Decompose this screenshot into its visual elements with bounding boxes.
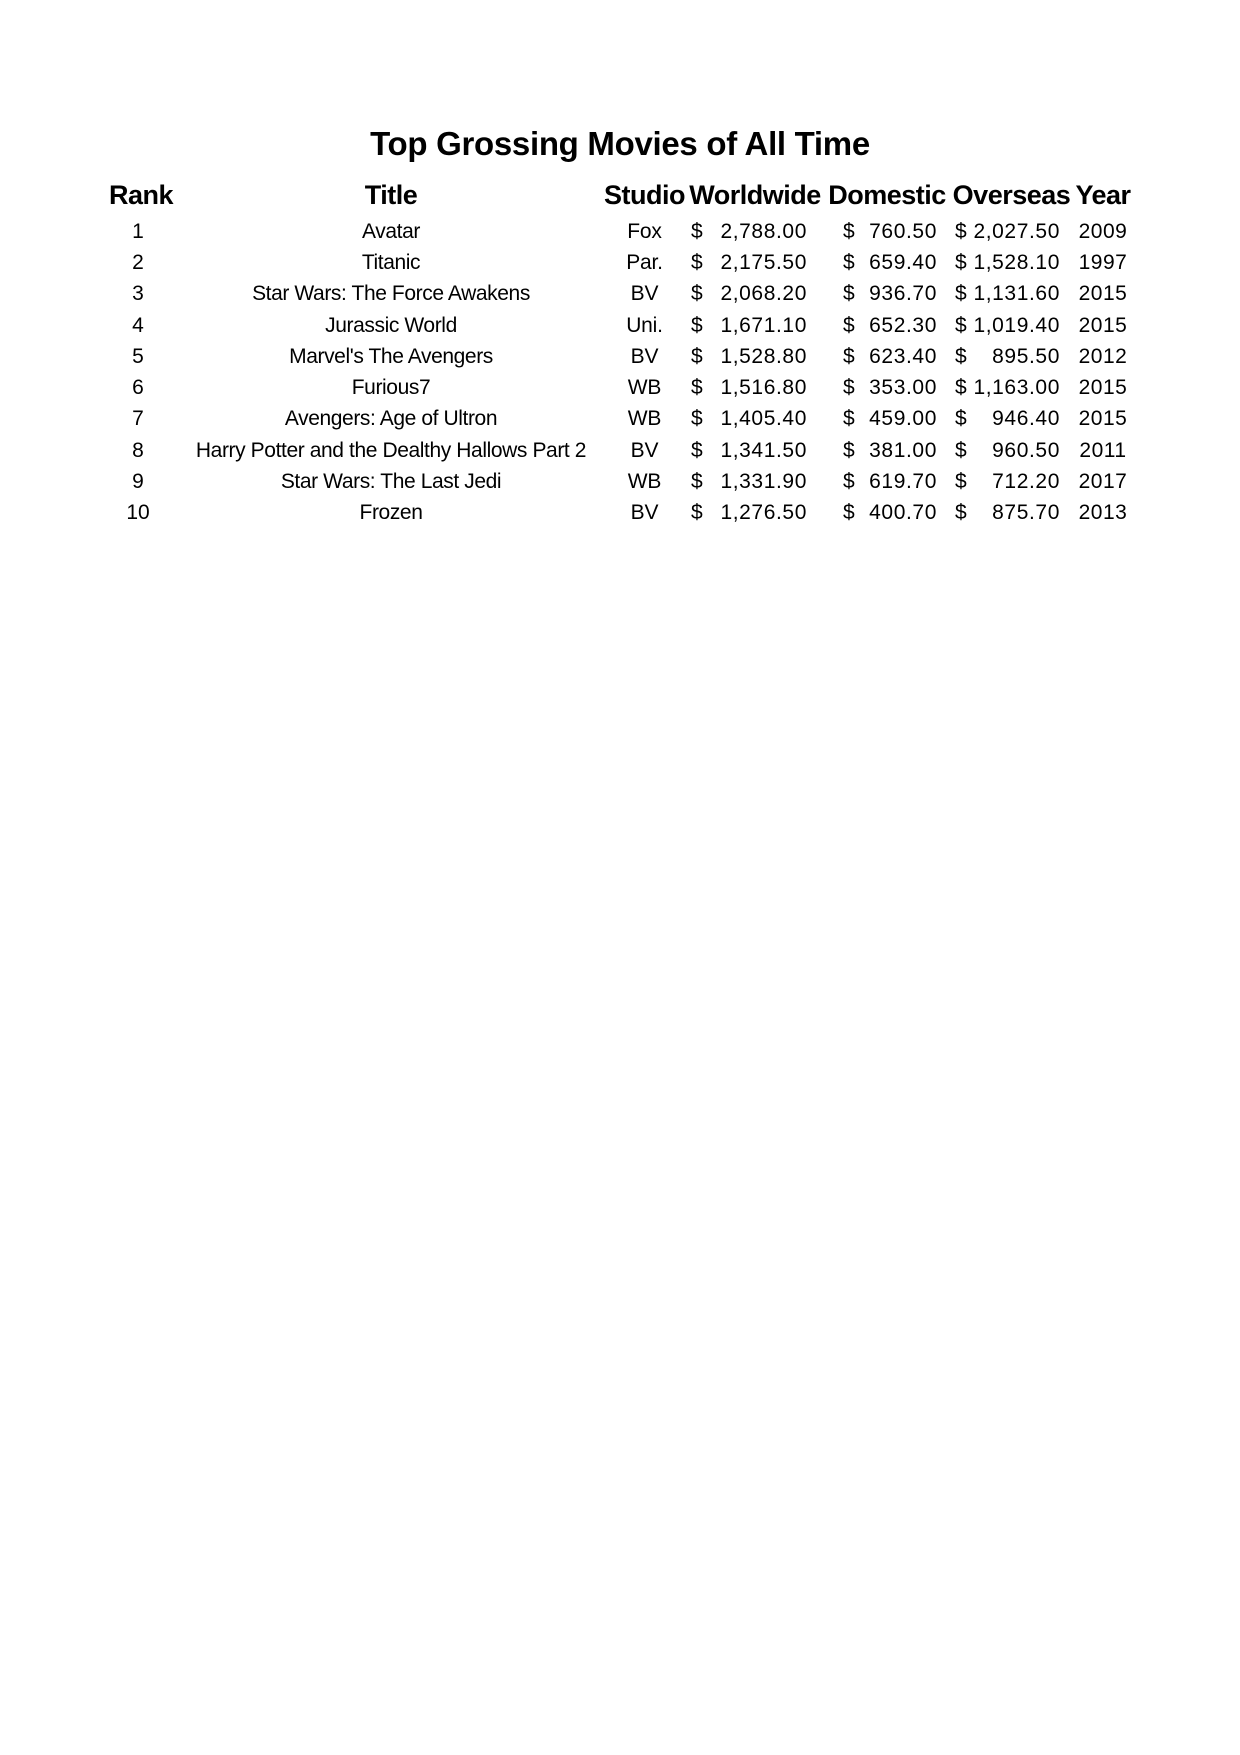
- column-header-title: Title: [364, 179, 418, 210]
- currency-symbol: $: [690, 250, 704, 274]
- cell-overseas: [949, 466, 1074, 497]
- cell-overseas: [949, 498, 1074, 529]
- cell-worldwide-value: [685, 376, 825, 400]
- cell-overseas: [949, 216, 1074, 247]
- cell-overseas-value: [949, 376, 1074, 400]
- cell-title: Furious7: [351, 376, 431, 400]
- cell-domestic-value: [825, 376, 949, 400]
- currency-symbol: $: [954, 282, 968, 306]
- cell-title: Titanic: [361, 250, 421, 274]
- cell-overseas: [949, 247, 1074, 278]
- cell-domestic-amount: 652.30: [869, 313, 937, 337]
- cell-title: Harry Potter and the Dealthy Hallows Part 2: [195, 438, 587, 462]
- currency-symbol: $: [690, 344, 704, 368]
- cell-studio: Par.: [626, 250, 663, 274]
- cell-domestic: [825, 247, 949, 278]
- table-row: [104, 247, 1132, 278]
- cell-worldwide-amount: 2,068.20: [720, 282, 807, 306]
- cell-worldwide-value: [685, 501, 825, 525]
- column-header-rank: Rank: [108, 179, 174, 210]
- cell-domestic-value: [825, 439, 949, 463]
- column-header-overseas: Overseas: [952, 179, 1071, 210]
- cell-domestic: [825, 310, 949, 341]
- cell-year: 2015: [1078, 376, 1128, 400]
- cell-worldwide-amount: 1,405.40: [720, 407, 807, 431]
- cell-domestic: [825, 372, 949, 403]
- cell-worldwide-value: [685, 282, 825, 306]
- cell-domestic-value: [825, 282, 949, 306]
- cell-studio: BV: [630, 501, 659, 525]
- cell-overseas-amount: 1,131.60: [973, 282, 1060, 306]
- cell-rank: 7: [132, 407, 144, 431]
- cell-studio: BV: [630, 344, 659, 368]
- cell-overseas: [949, 372, 1074, 403]
- cell-worldwide: [685, 435, 825, 466]
- cell-year: 2015: [1078, 407, 1128, 431]
- movies-table: [104, 174, 1132, 529]
- currency-symbol: $: [690, 282, 704, 306]
- cell-overseas-value: [949, 282, 1074, 306]
- cell-domestic-amount: 659.40: [869, 250, 937, 274]
- cell-domestic: [825, 216, 949, 247]
- cell-year: 1997: [1078, 250, 1128, 274]
- currency-symbol: $: [954, 501, 968, 525]
- cell-title: Marvel's The Avengers: [289, 344, 493, 368]
- cell-overseas-amount: 946.40: [992, 407, 1060, 431]
- cell-title: Star Wars: The Last Jedi: [280, 470, 502, 494]
- cell-domestic-value: [825, 470, 949, 494]
- cell-domestic-amount: 459.00: [869, 407, 937, 431]
- cell-studio: Fox: [627, 219, 662, 243]
- cell-worldwide-value: [685, 407, 825, 431]
- document-title: Top Grossing Movies of All Time: [370, 125, 870, 162]
- cell-rank: 10: [126, 501, 150, 525]
- cell-overseas-amount: 712.20: [992, 470, 1060, 494]
- column-header-domestic: Domestic: [828, 179, 946, 210]
- cell-rank: 9: [132, 470, 144, 494]
- cell-domestic: [825, 404, 949, 435]
- cell-domestic-amount: 353.00: [869, 376, 937, 400]
- table-row: [104, 216, 1132, 247]
- currency-symbol: $: [842, 344, 856, 368]
- cell-domestic: [825, 341, 949, 372]
- cell-domestic-value: [825, 314, 949, 338]
- cell-rank: 8: [132, 438, 144, 462]
- cell-year: 2015: [1078, 282, 1128, 306]
- cell-year: 2012: [1078, 344, 1128, 368]
- cell-overseas: [949, 279, 1074, 310]
- cell-year: 2009: [1078, 219, 1128, 243]
- cell-worldwide-value: [685, 314, 825, 338]
- cell-worldwide-amount: 2,788.00: [720, 219, 807, 243]
- cell-rank: 6: [132, 376, 144, 400]
- currency-symbol: $: [690, 313, 704, 337]
- cell-worldwide: [685, 372, 825, 403]
- cell-domestic-value: [825, 251, 949, 275]
- cell-studio: BV: [630, 438, 659, 462]
- cell-domestic: [825, 279, 949, 310]
- cell-overseas-value: [949, 439, 1074, 463]
- cell-overseas: [949, 404, 1074, 435]
- table-header: [104, 174, 1132, 216]
- currency-symbol: $: [954, 313, 968, 337]
- cell-year: 2013: [1078, 501, 1128, 525]
- currency-symbol: $: [954, 438, 968, 462]
- table-row: [104, 404, 1132, 435]
- cell-rank: 1: [132, 219, 144, 243]
- currency-symbol: $: [690, 407, 704, 431]
- cell-domestic: [825, 498, 949, 529]
- currency-symbol: $: [690, 438, 704, 462]
- cell-worldwide: [685, 247, 825, 278]
- currency-symbol: $: [690, 219, 704, 243]
- cell-worldwide: [685, 279, 825, 310]
- cell-domestic-amount: 936.70: [869, 282, 937, 306]
- cell-domestic-amount: 400.70: [869, 501, 937, 525]
- cell-domestic-amount: 760.50: [869, 219, 937, 243]
- cell-rank: 4: [132, 313, 144, 337]
- cell-overseas: [949, 341, 1074, 372]
- table-row: [104, 372, 1132, 403]
- cell-overseas-value: [949, 251, 1074, 275]
- currency-symbol: $: [842, 501, 856, 525]
- cell-worldwide: [685, 498, 825, 529]
- table-row: [104, 279, 1132, 310]
- currency-symbol: $: [954, 250, 968, 274]
- cell-worldwide-amount: 1,341.50: [720, 438, 807, 462]
- cell-title: Star Wars: The Force Awakens: [252, 282, 530, 306]
- cell-domestic-value: [825, 220, 949, 244]
- currency-symbol: $: [842, 219, 856, 243]
- cell-worldwide-amount: 1,516.80: [720, 376, 807, 400]
- table-body: [104, 216, 1132, 529]
- currency-symbol: $: [954, 470, 968, 494]
- cell-overseas-amount: 1,163.00: [973, 376, 1060, 400]
- cell-overseas-amount: 895.50: [992, 344, 1060, 368]
- currency-symbol: $: [842, 376, 856, 400]
- currency-symbol: $: [690, 376, 704, 400]
- column-header-worldwide: Worldwide: [689, 179, 821, 210]
- cell-overseas-amount: 2,027.50: [973, 219, 1060, 243]
- cell-year: 2015: [1078, 313, 1128, 337]
- cell-overseas: [949, 435, 1074, 466]
- cell-year: 2011: [1079, 438, 1127, 462]
- currency-symbol: $: [954, 407, 968, 431]
- cell-worldwide-value: [685, 439, 825, 463]
- currency-symbol: $: [954, 376, 968, 400]
- table-row: [104, 466, 1132, 497]
- currency-symbol: $: [842, 250, 856, 274]
- cell-worldwide: [685, 466, 825, 497]
- cell-rank: 5: [132, 344, 144, 368]
- cell-overseas-amount: 875.70: [992, 501, 1060, 525]
- cell-domestic-value: [825, 407, 949, 431]
- currency-symbol: $: [842, 282, 856, 306]
- cell-worldwide: [685, 341, 825, 372]
- table-row: [104, 310, 1132, 341]
- cell-worldwide-amount: 1,671.10: [720, 313, 807, 337]
- cell-domestic-value: [825, 345, 949, 369]
- cell-rank: 3: [132, 282, 144, 306]
- cell-year: 2017: [1078, 470, 1128, 494]
- column-header-year: Year: [1075, 179, 1131, 210]
- cell-worldwide-amount: 1,331.90: [720, 470, 807, 494]
- currency-symbol: $: [842, 438, 856, 462]
- cell-domestic-amount: 619.70: [869, 470, 937, 494]
- cell-title: Avatar: [362, 219, 420, 243]
- cell-domestic: [825, 435, 949, 466]
- column-header-studio: Studio: [604, 179, 685, 210]
- cell-overseas-value: [949, 314, 1074, 338]
- cell-worldwide: [685, 310, 825, 341]
- cell-domestic: [825, 466, 949, 497]
- cell-worldwide: [685, 404, 825, 435]
- cell-worldwide-value: [685, 470, 825, 494]
- cell-overseas-value: [949, 501, 1074, 525]
- currency-symbol: $: [690, 470, 704, 494]
- cell-title: Jurassic World: [325, 313, 457, 337]
- cell-worldwide: [685, 216, 825, 247]
- currency-symbol: $: [690, 501, 704, 525]
- table-row: [104, 498, 1132, 529]
- cell-overseas-amount: 1,019.40: [973, 313, 1060, 337]
- cell-overseas-amount: 1,528.10: [973, 250, 1060, 274]
- cell-rank: 2: [132, 250, 144, 274]
- cell-overseas-value: [949, 470, 1074, 494]
- cell-domestic-amount: 381.00: [869, 438, 937, 462]
- cell-worldwide-amount: 1,276.50: [720, 501, 807, 525]
- cell-studio: WB: [627, 470, 662, 494]
- cell-overseas-amount: 960.50: [992, 438, 1060, 462]
- cell-studio: WB: [627, 407, 662, 431]
- table-row: [104, 341, 1132, 372]
- cell-studio: WB: [627, 376, 662, 400]
- cell-overseas: [949, 310, 1074, 341]
- header-row: [104, 174, 1132, 216]
- cell-title: Frozen: [359, 501, 423, 525]
- currency-symbol: $: [842, 470, 856, 494]
- cell-domestic-amount: 623.40: [869, 344, 937, 368]
- cell-title: Avengers: Age of Ultron: [284, 407, 498, 431]
- cell-worldwide-amount: 2,175.50: [720, 250, 807, 274]
- table-row: [104, 435, 1132, 466]
- cell-worldwide-value: [685, 251, 825, 275]
- cell-worldwide-amount: 1,528.80: [720, 344, 807, 368]
- cell-domestic-value: [825, 501, 949, 525]
- currency-symbol: $: [954, 219, 968, 243]
- cell-overseas-value: [949, 220, 1074, 244]
- cell-worldwide-value: [685, 220, 825, 244]
- cell-overseas-value: [949, 407, 1074, 431]
- currency-symbol: $: [842, 313, 856, 337]
- cell-worldwide-value: [685, 345, 825, 369]
- currency-symbol: $: [842, 407, 856, 431]
- cell-studio: Uni.: [626, 313, 663, 337]
- cell-studio: BV: [630, 282, 659, 306]
- cell-overseas-value: [949, 345, 1074, 369]
- currency-symbol: $: [954, 344, 968, 368]
